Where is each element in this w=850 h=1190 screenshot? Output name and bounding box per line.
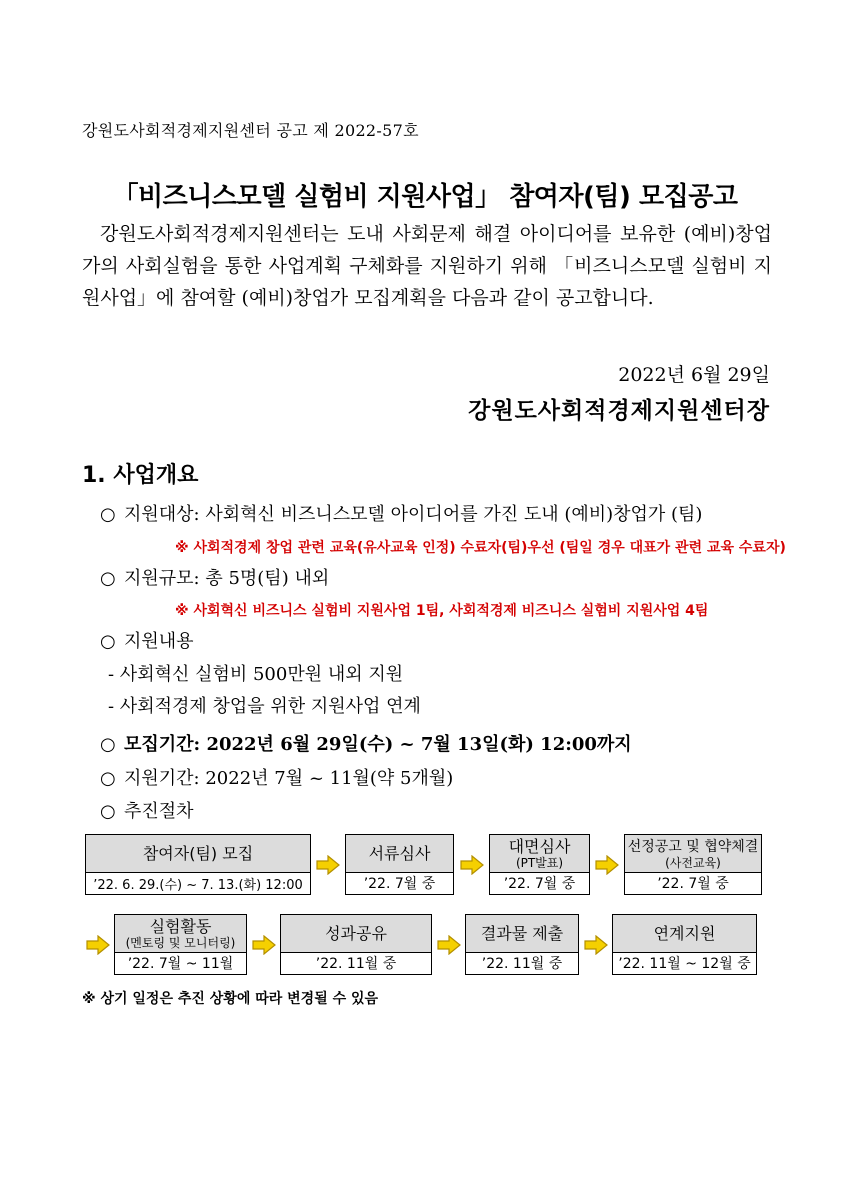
arrow-right-icon	[595, 855, 619, 875]
step-title: 연계지원	[653, 923, 716, 943]
item-procedure	[100, 797, 194, 823]
notice-number: 강원도사회적경제지원센터 공고 제 2022-57호	[82, 121, 419, 140]
step-box	[114, 914, 247, 975]
item-support-period-text: 지원기간: 2022년 7월 ~ 11월(약 5개월)	[124, 768, 454, 789]
step-title: 선정공고 및 협약체결	[627, 838, 759, 855]
step-box	[489, 834, 590, 895]
content-line-2: - 사회적경제 창업을 위한 지원사업 연계	[108, 696, 421, 717]
section-heading: 1. 사업개요	[82, 463, 199, 488]
item-recruit-period	[100, 730, 632, 756]
arrow-right-icon	[86, 935, 110, 955]
step-date: ’22. 7월 ~ 11월	[127, 956, 234, 972]
step-title: 참여자(팀) 모집	[142, 843, 254, 863]
step-date: ’22. 11월 중	[481, 956, 563, 972]
target-note: ※ 사회적경제 창업 관련 교육(유사교육 인정) 수료자(팀)우선 (팀일 경우 대표가 관련 교육 수료자)	[175, 540, 786, 556]
step-box	[85, 834, 311, 895]
schedule-footnote: ※ 상기 일정은 추진 상황에 따라 변경될 수 있음	[82, 991, 379, 1007]
step-title: 성과공유	[325, 923, 387, 943]
page-title: 「비즈니스모델 실험비 지원사업」 참여자(팀) 모집공고	[112, 182, 738, 212]
step-box	[612, 914, 757, 975]
step-date: ’22. 7월 중	[363, 876, 436, 892]
intro-paragraph: 강원도사회적경제지원센터는 도내 사회문제 해결 아이디어를 보유한 (예비)창업가의 사회실험을 통한 사업계획 구체화를 지원하기 위해 「비즈니스모델 실험비 지원사업」에 참여할 (예비)창업가 모집계획을 다음과 같이 공고합니다.	[82, 223, 772, 309]
bullet-icon: ○	[100, 568, 116, 589]
step-box	[280, 914, 432, 975]
item-support-period	[100, 764, 453, 790]
arrow-right-icon	[460, 855, 484, 875]
step-subtitle: (PT발표)	[515, 855, 564, 870]
step-subtitle: (멘토링 및 모니터링)	[125, 935, 236, 950]
bullet-icon: ○	[100, 734, 116, 755]
arrow-right-icon	[316, 855, 340, 875]
item-target	[100, 500, 702, 526]
arrow-right-icon	[252, 935, 276, 955]
bullet-icon: ○	[100, 801, 116, 822]
step-title: 실험활동	[149, 916, 212, 936]
step-date: ’22. 6. 29.(수) ~ 7. 13.(화) 12:00	[93, 877, 303, 893]
item-scale-text: 지원규모: 총 5명(팀) 내외	[124, 568, 330, 589]
scale-note: ※ 사회혁신 비즈니스 실험비 지원사업 1팀, 사회적경제 비즈니스 실험비 지원사업 4팀	[175, 603, 709, 619]
item-content-text: 지원내용	[124, 631, 194, 652]
bullet-icon: ○	[100, 504, 116, 525]
signer: 강원도사회적경제지원센터장	[468, 398, 770, 424]
step-date: ’22. 11월 ~ 12월 중	[618, 956, 751, 972]
step-box	[345, 834, 454, 895]
announcement-date: 2022년 6월 29일	[618, 364, 770, 386]
step-subtitle: (사전교육)	[665, 855, 721, 870]
arrow-right-icon	[584, 935, 608, 955]
step-date: ’22. 7월 중	[503, 876, 576, 892]
item-recruit-period-text: 모집기간: 2022년 6월 29일(수) ~ 7월 13일(화) 12:00까지	[124, 734, 632, 755]
step-title: 서류심사	[368, 843, 431, 863]
step-box	[465, 914, 579, 975]
item-content	[100, 627, 194, 653]
step-date: ’22. 7월 중	[657, 876, 729, 892]
item-procedure-text: 추진절차	[124, 801, 194, 822]
bullet-icon: ○	[100, 768, 116, 789]
arrow-right-icon	[437, 935, 461, 955]
item-scale	[100, 564, 329, 590]
step-date: ’22. 11월 중	[315, 956, 397, 972]
content-line-1: - 사회혁신 실험비 500만원 내외 지원	[108, 664, 404, 685]
item-target-text: 지원대상: 사회혁신 비즈니스모델 아이디어를 가진 도내 (예비)창업가 (팀)	[124, 504, 703, 525]
step-title: 대면심사	[508, 836, 571, 856]
bullet-icon: ○	[100, 631, 116, 652]
step-title: 결과물 제출	[480, 923, 564, 943]
step-box	[624, 834, 762, 895]
